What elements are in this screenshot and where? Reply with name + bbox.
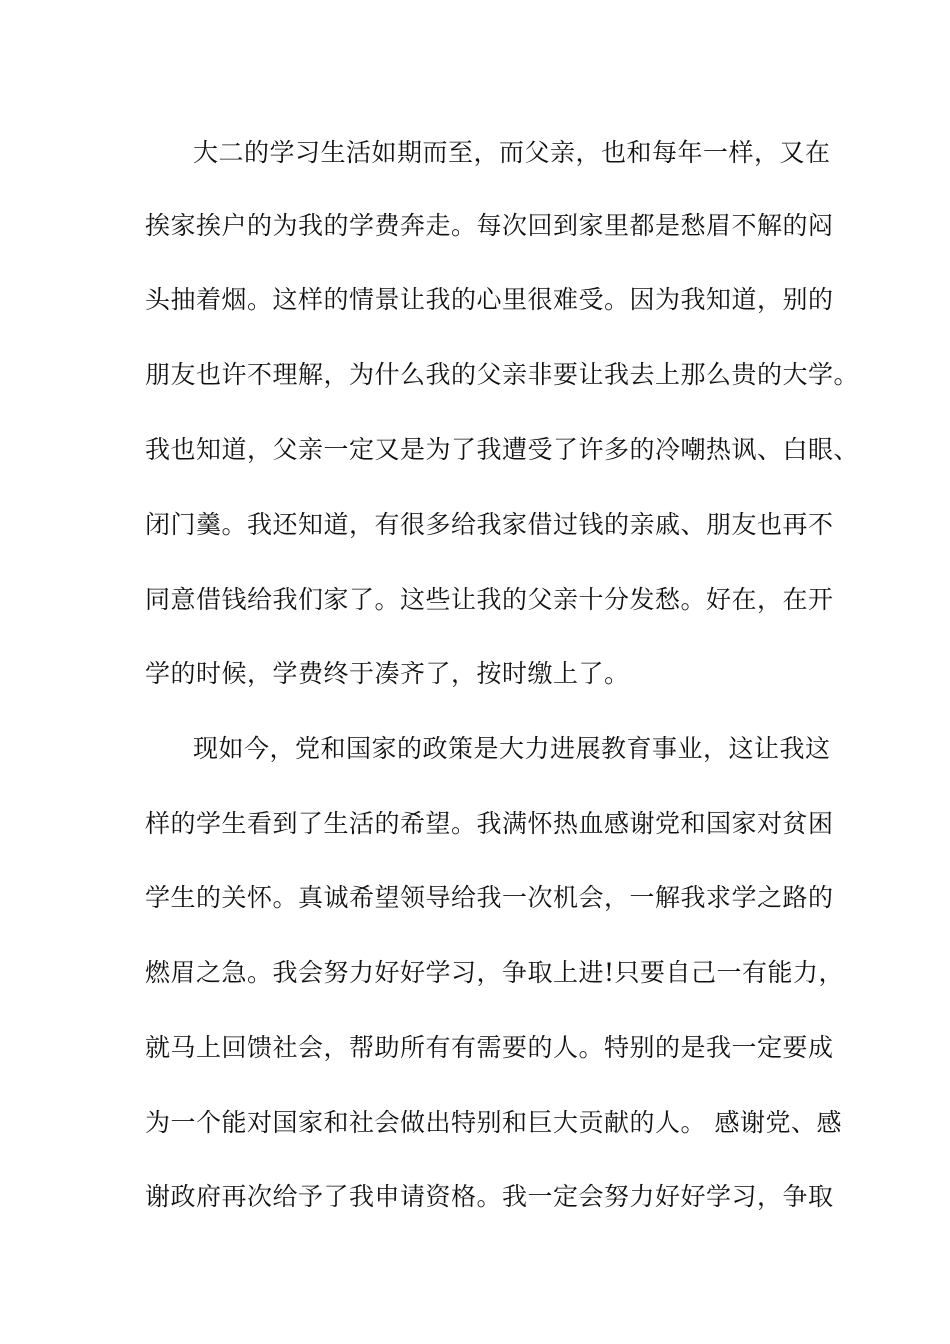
paragraph-2-line-3: 学生的关怀。真诚希望领导给我一次机会，一解我求学之路的 bbox=[145, 883, 834, 912]
paragraph-2-line-5: 就马上回馈社会，帮助所有有需要的人。特别的是我一定要成 bbox=[145, 1033, 834, 1062]
paragraph-2-line-1: 现如今，党和国家的政策是大力进展教育事业，这让我这 bbox=[193, 734, 831, 763]
paragraph-1-line-7: 同意借钱给我们家了。这些让我的父亲十分发愁。好在，在开 bbox=[145, 585, 834, 614]
paragraph-2-line-4: 燃眉之急。我会努力好好学习，争取上进!只要自己一有能力， bbox=[145, 958, 845, 987]
paragraph-2-line-2: 样的学生看到了生活的希望。我满怀热血感谢党和国家对贫困 bbox=[145, 809, 834, 838]
paragraph-2-line-6: 为一个能对国家和社会做出特别和巨大贡献的人。 感谢党、感 bbox=[145, 1108, 842, 1137]
paragraph-1-line-3: 头抽着烟。这样的情景让我的心里很难受。因为我知道，别的 bbox=[145, 285, 834, 314]
paragraph-1-line-2: 挨家挨户的为我的学费奔走。每次回到家里都是愁眉不解的闷 bbox=[145, 211, 834, 240]
paragraph-2-line-7: 谢政府再次给予了我申请资格。我一定会努力好好学习，争取 bbox=[145, 1182, 834, 1211]
paragraph-1-line-4: 朋友也许不理解，为什么我的父亲非要让我去上那么贵的大学。 bbox=[145, 360, 860, 389]
paragraph-1-line-5: 我也知道，父亲一定又是为了我遭受了许多的冷嘲热讽、白眼、 bbox=[145, 435, 860, 464]
paragraph-1-line-6: 闭门羹。我还知道，有很多给我家借过钱的亲戚、朋友也再不 bbox=[145, 510, 834, 539]
paragraph-1-line-8: 学的时候，学费终于凑齐了，按时缴上了。 bbox=[145, 659, 630, 688]
paragraph-1-line-1: 大二的学习生活如期而至，而父亲，也和每年一样，又在 bbox=[193, 138, 831, 167]
